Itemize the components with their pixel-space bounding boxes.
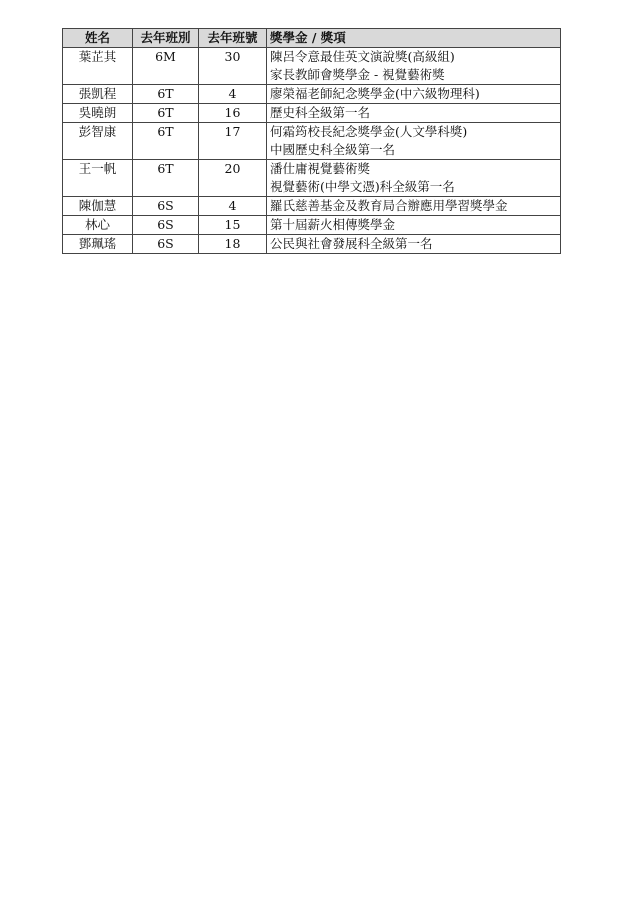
student-name-cell: 葉芷其 (63, 48, 133, 85)
table-row (63, 85, 561, 104)
table-row (63, 123, 561, 160)
last-class-cell: 6T (133, 123, 199, 160)
table-header (63, 29, 561, 48)
header-last-class: 去年班別 (133, 29, 199, 48)
student-name-cell: 吳曉朗 (63, 104, 133, 123)
last-number-cell: 15 (199, 216, 267, 235)
awards-cell (267, 48, 561, 85)
award-item: 歷史科全級第一名 (270, 105, 371, 120)
table-row (63, 48, 561, 85)
student-name-cell: 張凱程 (63, 85, 133, 104)
award-item: 潘仕庸視覺藝術獎 (270, 161, 371, 176)
awards-cell (267, 160, 561, 197)
table-row (63, 235, 561, 254)
student-name-cell: 陳伽慧 (63, 197, 133, 216)
last-class-cell: 6T (133, 85, 199, 104)
award-item: 陳呂令意最佳英文演說獎(高級組) (270, 49, 455, 64)
award-item: 第十屆薪火相傳獎學金 (270, 217, 396, 232)
awards-cell (267, 216, 561, 235)
last-class-cell: 6S (133, 197, 199, 216)
awards-cell (267, 197, 561, 216)
table-row (63, 160, 561, 197)
table-row (63, 104, 561, 123)
last-number-cell: 4 (199, 197, 267, 216)
last-number-cell: 18 (199, 235, 267, 254)
last-class-cell: 6M (133, 48, 199, 85)
awards-cell (267, 123, 561, 160)
student-name-cell: 林心 (63, 216, 133, 235)
last-number-cell: 16 (199, 104, 267, 123)
award-item: 中國歷史科全級第一名 (270, 142, 396, 157)
award-item: 何霜筠校長紀念獎學金(人文學科獎) (270, 124, 468, 139)
student-name-cell: 彭智康 (63, 123, 133, 160)
award-item: 視覺藝術(中學文憑)科全級第一名 (270, 179, 455, 194)
table-body (63, 48, 561, 254)
award-item: 羅氏慈善基金及教育局合辦應用學習獎學金 (270, 198, 508, 213)
header-awards: 獎學金 / 獎項 (267, 29, 561, 48)
last-number-cell: 30 (199, 48, 267, 85)
awards-cell (267, 235, 561, 254)
last-number-cell: 17 (199, 123, 267, 160)
last-class-cell: 6T (133, 160, 199, 197)
table-row (63, 197, 561, 216)
last-class-cell: 6S (133, 216, 199, 235)
last-class-cell: 6S (133, 235, 199, 254)
award-item: 廖榮福老師紀念獎學金(中六級物理科) (270, 86, 480, 101)
header-row (63, 29, 561, 48)
awards-table (62, 28, 561, 254)
award-item: 家長教師會獎學金 - 視覺藝術獎 (270, 67, 445, 82)
awards-cell (267, 104, 561, 123)
last-class-cell: 6T (133, 104, 199, 123)
table-row (63, 216, 561, 235)
student-name-cell: 王一帆 (63, 160, 133, 197)
awards-cell (267, 85, 561, 104)
header-name: 姓名 (63, 29, 133, 48)
last-number-cell: 4 (199, 85, 267, 104)
student-name-cell: 鄧珮瑤 (63, 235, 133, 254)
last-number-cell: 20 (199, 160, 267, 197)
header-last-number: 去年班號 (199, 29, 267, 48)
award-item: 公民與社會發展科全級第一名 (270, 236, 433, 251)
